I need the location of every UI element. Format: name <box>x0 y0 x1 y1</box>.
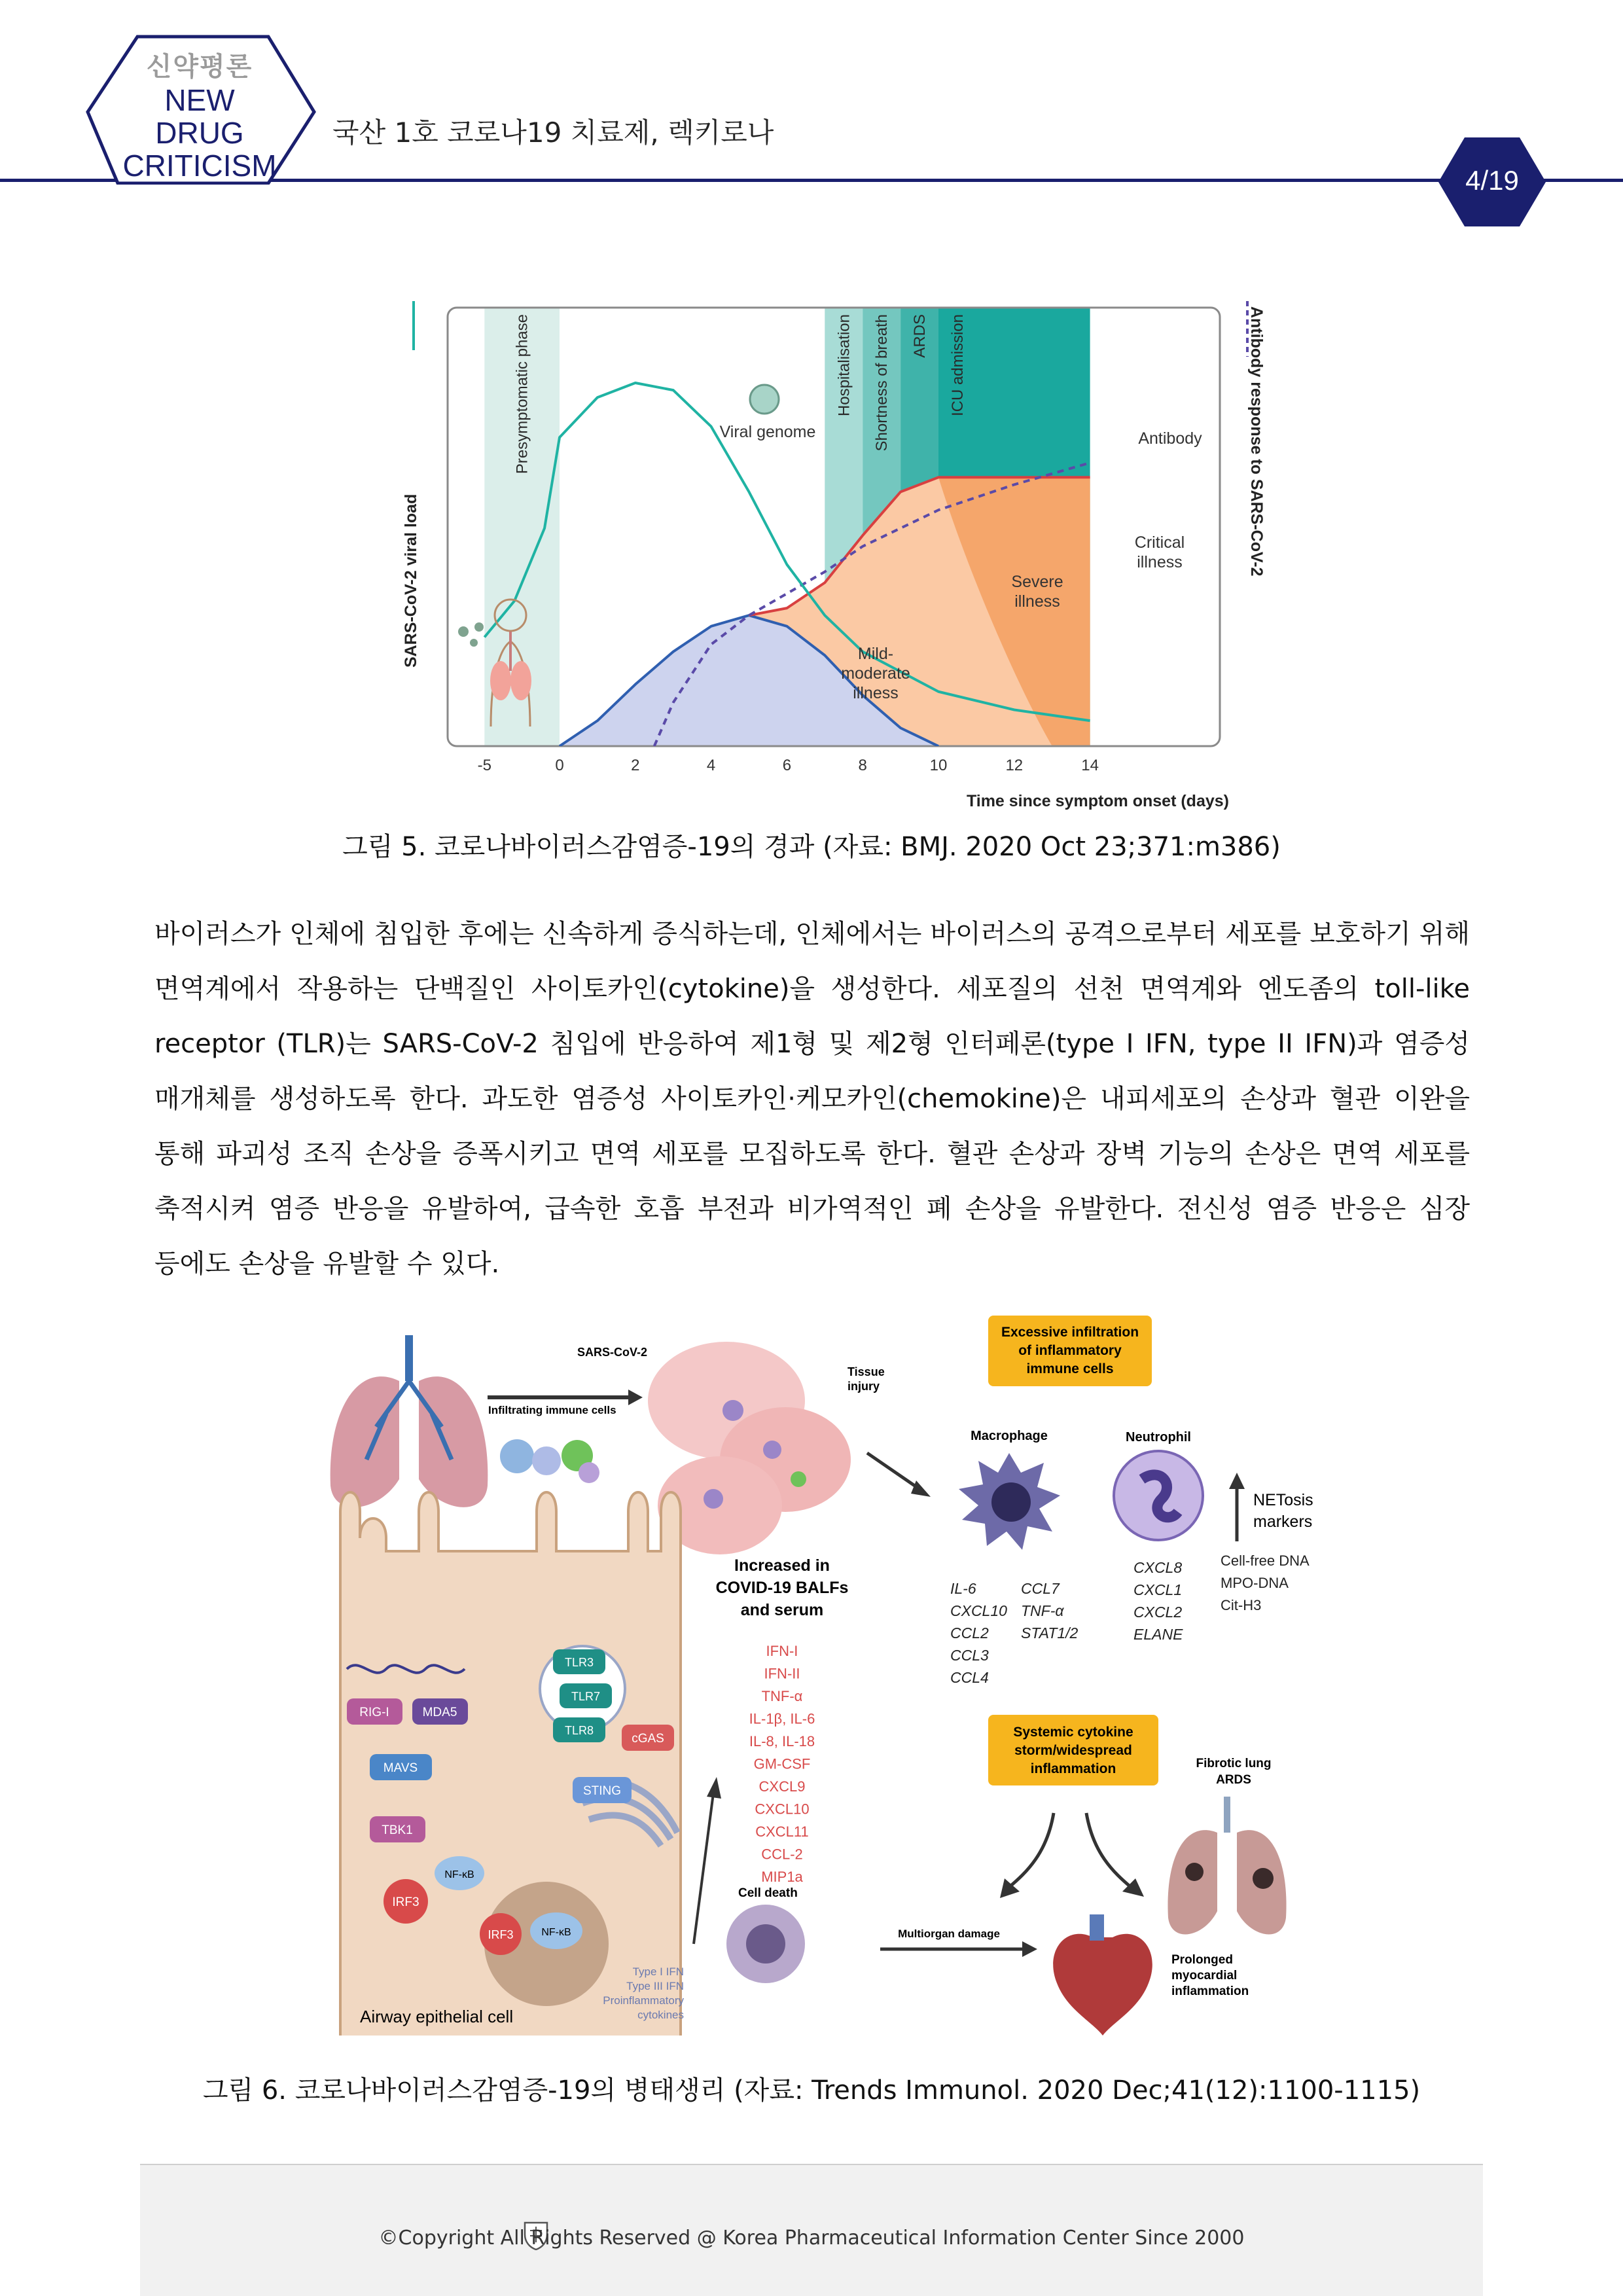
document-title: 국산 1호 코로나19 치료제, 렉키로나 <box>332 117 774 149</box>
macrophage-marker-3: CCL3 <box>950 1647 989 1664</box>
x-tick-1: 0 <box>555 757 564 774</box>
output-label-3: cytokines <box>637 2009 684 2021</box>
receptor-label-1: TLR7 <box>571 1690 601 1703</box>
mda-label: MDA5 <box>422 1706 457 1719</box>
phase-label-1: Hospitalisation <box>835 314 853 417</box>
fibrotic-1: Fibrotic lung <box>1196 1757 1272 1770</box>
dying-cell-icon <box>726 1905 805 1983</box>
critical-label-1: Critical <box>1134 533 1185 552</box>
x-tick-4: 6 <box>782 757 792 774</box>
x-axis-label: Time since symptom onset (days) <box>966 792 1229 810</box>
excessive-1: Excessive infiltration <box>1001 1325 1139 1340</box>
nfkb-label: NF-κB <box>444 1869 474 1880</box>
tbk1-label: TBK1 <box>382 1823 413 1837</box>
cytokine-8: CXCL11 <box>755 1823 809 1840</box>
phase-label-4: ICU admission <box>948 314 967 417</box>
tissue-injury-1: Tissue <box>847 1365 885 1378</box>
figure5-caption: 그림 5. 코로나바이러스감염증-19의 경과 (자료: BMJ. 2020 Oct 23;371:m386) <box>342 832 1281 862</box>
tissue-injury-2: injury <box>847 1380 880 1393</box>
x-tick-5: 8 <box>858 757 867 774</box>
body-paragraph: 바이러스가 인체에 침입한 후에는 신속하게 증식하는데, 인체에서는 바이러스의 공격으로부터 세포를 보호하기 위해 면역계에서 작용하는 단백질인 사이토카인(cytokine)을 생성한다. 세포질의 선천 면역계와 엔도좀의 toll-like receptor (TLR)는 SARS-CoV-2 침입에 반응하여 제1형 및 제2형 인터페론(type I IFN, type II IFN)과 염증성 매개체를 생성하도록 한다. 과도한 염증성 사이토카인·케모카인(chemokine)은 내피세포의 손상과 혈관 이완을 통해 파괴성 조직 손상을 증폭시키고 면역 세포를 모집하도록 한다. 혈관 손상과 장벽 기능의 손상은 면역 세포를 축적시켜 염증 반응을 유발하여, 급속한 호흡 부전과 비가역적인 폐 손상을 유발한다. 전신성 염증 반응은 심장 등에도 손상을 유발할 수 있다. <box>154 919 1470 1279</box>
infiltrating-label: Infiltrating immune cells <box>488 1404 616 1416</box>
systemic-3: inflammation <box>1030 1761 1116 1776</box>
severe-label-2: illness <box>1014 592 1060 611</box>
nfkb-nuclear-label: NF-κB <box>541 1927 571 1938</box>
output-label-0: Type I IFN <box>632 1965 684 1978</box>
netosis-marker-0: Cell-free DNA <box>1221 1552 1310 1569</box>
critical-label-2: illness <box>1137 553 1183 571</box>
x-tick-8: 14 <box>1081 757 1099 774</box>
y-axis-left-label: SARS-CoV-2 viral load <box>402 493 420 668</box>
figure6-caption: 그림 6. 코로나바이러스감염증-19의 병태생리 (자료: Trends Immunol. 2020 Dec;41(12):1100-1115) <box>202 2075 1421 2106</box>
output-label-1: Type III IFN <box>626 1980 684 1992</box>
immune-cells-icon <box>500 1439 599 1483</box>
mild-label-2: moderate <box>841 664 910 683</box>
neutrophil-marker-0: CXCL8 <box>1133 1559 1183 1576</box>
cytokine-2: TNF-α <box>761 1688 803 1704</box>
viral-genome-label: Viral genome <box>719 423 816 441</box>
netosis-1: NETosis <box>1253 1491 1313 1509</box>
macrophage-marker-b-1: TNF-α <box>1021 1602 1064 1619</box>
macrophage-marker-2: CCL2 <box>950 1624 989 1641</box>
x-tick-6: 10 <box>929 757 948 774</box>
cytokine-0: IFN-I <box>766 1643 798 1659</box>
receptor-label-0: TLR3 <box>564 1656 594 1669</box>
macrophage-marker-1: CXCL10 <box>950 1602 1007 1619</box>
irf3-label: IRF3 <box>392 1895 419 1909</box>
logo-korean: 신약평론 <box>146 52 253 82</box>
cytokine-3: IL-1β, IL-6 <box>749 1710 815 1727</box>
netosis-marker-1: MPO-DNA <box>1221 1575 1289 1591</box>
airway-label: Airway epithelial cell <box>360 2007 514 2026</box>
excessive-3: immune cells <box>1026 1361 1114 1376</box>
x-tick-3: 4 <box>706 757 716 774</box>
logo-line-2: CRITICISM <box>122 149 277 183</box>
phase-label-2: Shortness of breath <box>873 314 891 452</box>
cytokine-6: CXCL9 <box>758 1778 806 1795</box>
cgas-label: cGAS <box>632 1732 664 1746</box>
increased-2: COVID-19 BALFs <box>715 1579 849 1597</box>
fibrotic-2: ARDS <box>1216 1773 1251 1787</box>
logo-line-1: NEW DRUG <box>155 83 244 150</box>
mild-label-3: illness <box>853 684 899 702</box>
netosis-2: markers <box>1253 1513 1313 1531</box>
severe-label-1: Severe <box>1011 573 1063 591</box>
irf3-nuclear-label: IRF3 <box>488 1928 514 1941</box>
neutrophil-marker-1: CXCL1 <box>1133 1581 1183 1598</box>
cytokine-7: CXCL10 <box>755 1801 810 1818</box>
fibrotic-lungs-icon <box>1168 1797 1286 1934</box>
increased-1: Increased in <box>734 1556 830 1575</box>
neutrophil-marker-3: ELANE <box>1133 1626 1183 1643</box>
copyright-text: ©Copyright All Rights Reserved @ Korea Pharmaceutical Information Center Since 2000 <box>378 2227 1245 2250</box>
multiorgan-label: Multiorgan damage <box>898 1928 1000 1940</box>
myocardial-2: myocardial <box>1171 1969 1238 1982</box>
phase-label-0: Presymptomatic phase <box>513 314 531 475</box>
cell-death-label: Cell death <box>738 1886 798 1900</box>
cytokine-10: MIP1a <box>761 1869 803 1885</box>
myocardial-3: inflammation <box>1171 1984 1249 1998</box>
virus-icon <box>750 385 779 414</box>
macrophage-icon <box>959 1453 1060 1550</box>
heart-icon <box>1053 1914 1152 2036</box>
antibody-label: Antibody <box>1138 429 1202 448</box>
neutrophil-icon <box>1114 1451 1203 1540</box>
cytokine-4: IL-8, IL-18 <box>749 1733 815 1749</box>
logo-english <box>121 84 278 182</box>
x-tick-7: 12 <box>1005 757 1024 774</box>
rig-label: RIG-I <box>359 1706 389 1719</box>
neutrophil-label: Neutrophil <box>1126 1430 1191 1444</box>
macrophage-label: Macrophage <box>971 1429 1048 1443</box>
covid-course-chart <box>393 288 1276 812</box>
mild-label-1: Mild- <box>857 645 894 663</box>
y-axis-right-label: Antibody response to SARS-CoV-2 <box>1247 306 1266 577</box>
macrophage-marker-b-2: STAT1/2 <box>1021 1624 1079 1641</box>
netosis-marker-2: Cit-H3 <box>1221 1597 1262 1613</box>
sting-label: STING <box>582 1784 622 1798</box>
covid-pathophysiology-diagram <box>321 1316 1355 2036</box>
footer <box>140 2164 1483 2296</box>
systemic-1: Systemic cytokine <box>1013 1725 1133 1740</box>
cytokine-1: IFN-II <box>764 1665 800 1682</box>
myocardial-1: Prolonged <box>1171 1953 1233 1967</box>
macrophage-marker-b-0: CCL7 <box>1021 1580 1060 1597</box>
mavs-label: MAVS <box>383 1761 418 1775</box>
macrophage-marker-4: CCL4 <box>950 1669 989 1686</box>
sars-label: SARS-CoV-2 <box>577 1346 648 1359</box>
page-number: 4/19 <box>1465 165 1519 196</box>
x-tick-2: 2 <box>631 757 640 774</box>
cytokine-9: CCL-2 <box>761 1846 803 1863</box>
lungs-icon <box>330 1335 488 1507</box>
phase-label-3: ARDS <box>911 314 929 358</box>
cytokine-5: GM-CSF <box>753 1755 811 1772</box>
systemic-2: storm/widespread <box>1014 1743 1132 1758</box>
x-tick-0: -5 <box>477 757 491 774</box>
neutrophil-marker-2: CXCL2 <box>1133 1604 1183 1621</box>
increased-3: and serum <box>740 1601 824 1619</box>
excessive-2: of inflammatory <box>1018 1343 1122 1358</box>
output-label-2: Proinflammatory <box>603 1994 684 2007</box>
macrophage-marker-0: IL-6 <box>950 1580 976 1597</box>
receptor-label-2: TLR8 <box>564 1724 594 1737</box>
